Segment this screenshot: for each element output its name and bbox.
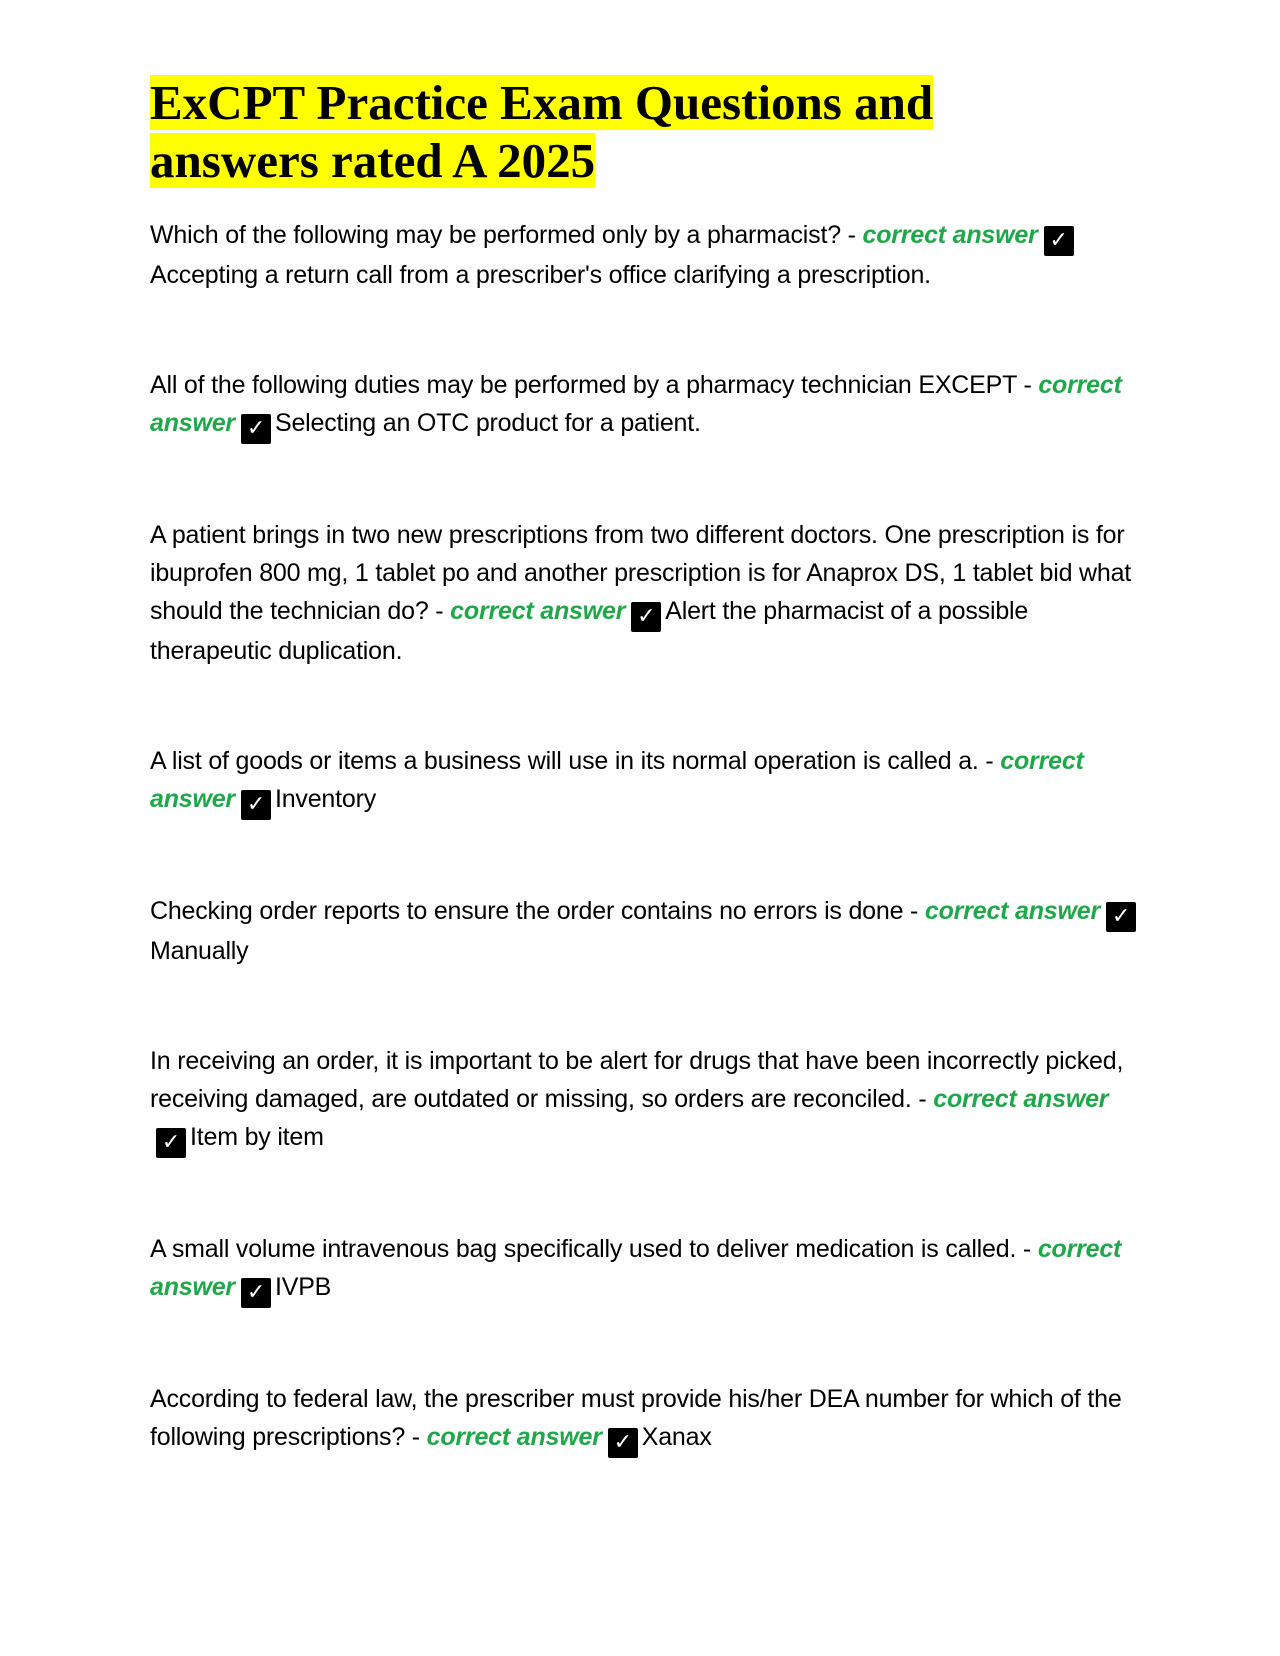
check-mark-box-icon: ✓ <box>241 790 271 820</box>
title-line-2: answers rated A 2025 <box>150 133 596 188</box>
answer-text: Manually <box>150 937 249 965</box>
correct-answer-label: correct answer <box>450 597 626 625</box>
check-mark-box-icon: ✓ <box>1044 226 1074 256</box>
question-text: Checking order reports to ensure the order contains no errors is done - <box>150 897 925 925</box>
correct-answer-label: correct answer <box>933 1085 1109 1113</box>
question-text: Which of the following may be performed only by a pharmacist? - <box>150 221 863 249</box>
question-text: According to federal law, the prescriber must provide his/her DEA number for which of the following prescriptions? - <box>150 1385 1122 1451</box>
answer-text: Selecting an OTC product for a patient. <box>274 409 701 437</box>
qa-item <box>150 742 1140 820</box>
answer-text: IVPB <box>274 1273 332 1301</box>
document-title <box>150 74 1140 190</box>
answer-text: Item by item <box>190 1123 324 1151</box>
correct-answer-label: correct answer <box>862 221 1038 249</box>
check-mark-box-icon: ✓ <box>156 1128 186 1158</box>
check-mark-box-icon: ✓ <box>631 602 661 632</box>
answer-text: Xanax <box>641 1423 712 1451</box>
check-mark-box-icon: ✓ <box>1106 902 1136 932</box>
question-text: All of the following duties may be performed by a pharmacy technician EXCEPT - <box>150 371 1039 399</box>
question-text: A patient brings in two new prescriptions from two different doctors. One prescription is for ibuprofen 800 mg, 1 tablet po and another prescription is for Anaprox DS, 1 tablet bid what should the technician do? - <box>150 521 1132 625</box>
qa-item <box>150 1380 1140 1458</box>
question-text: A list of goods or items a business will use in its normal operation is called a. - <box>150 747 1001 775</box>
qa-item <box>150 366 1140 444</box>
qa-item <box>150 1230 1140 1308</box>
title-line-1: ExCPT Practice Exam Questions and <box>150 75 934 130</box>
question-text: In receiving an order, it is important to be alert for drugs that have been incorrectly picked, receiving damaged, are outdated or missing, so orders are reconciled. - <box>150 1047 1124 1113</box>
correct-answer-label: correct answer <box>426 1423 602 1451</box>
check-mark-box-icon: ✓ <box>608 1428 638 1458</box>
qa-item <box>150 1042 1140 1158</box>
check-mark-box-icon: ✓ <box>241 1278 271 1308</box>
correct-answer-label: correct answer <box>924 897 1100 925</box>
qa-item <box>150 892 1140 970</box>
check-mark-box-icon: ✓ <box>241 414 271 444</box>
qa-item <box>150 516 1140 670</box>
answer-text: Alert the pharmacist of a possible therapeutic duplication. <box>150 597 1029 665</box>
qa-item <box>150 216 1140 294</box>
correct-answer-label: correct answer <box>150 1235 1122 1301</box>
correct-answer-label: correct answer <box>150 747 1084 813</box>
question-text: A small volume intravenous bag specifically used to deliver medication is called. - <box>150 1235 1038 1263</box>
answer-text: Inventory <box>274 785 377 813</box>
answer-text: Accepting a return call from a prescriber's office clarifying a prescription. <box>150 261 931 289</box>
correct-answer-label: correct answer <box>150 371 1122 437</box>
document-content <box>150 74 1140 1530</box>
